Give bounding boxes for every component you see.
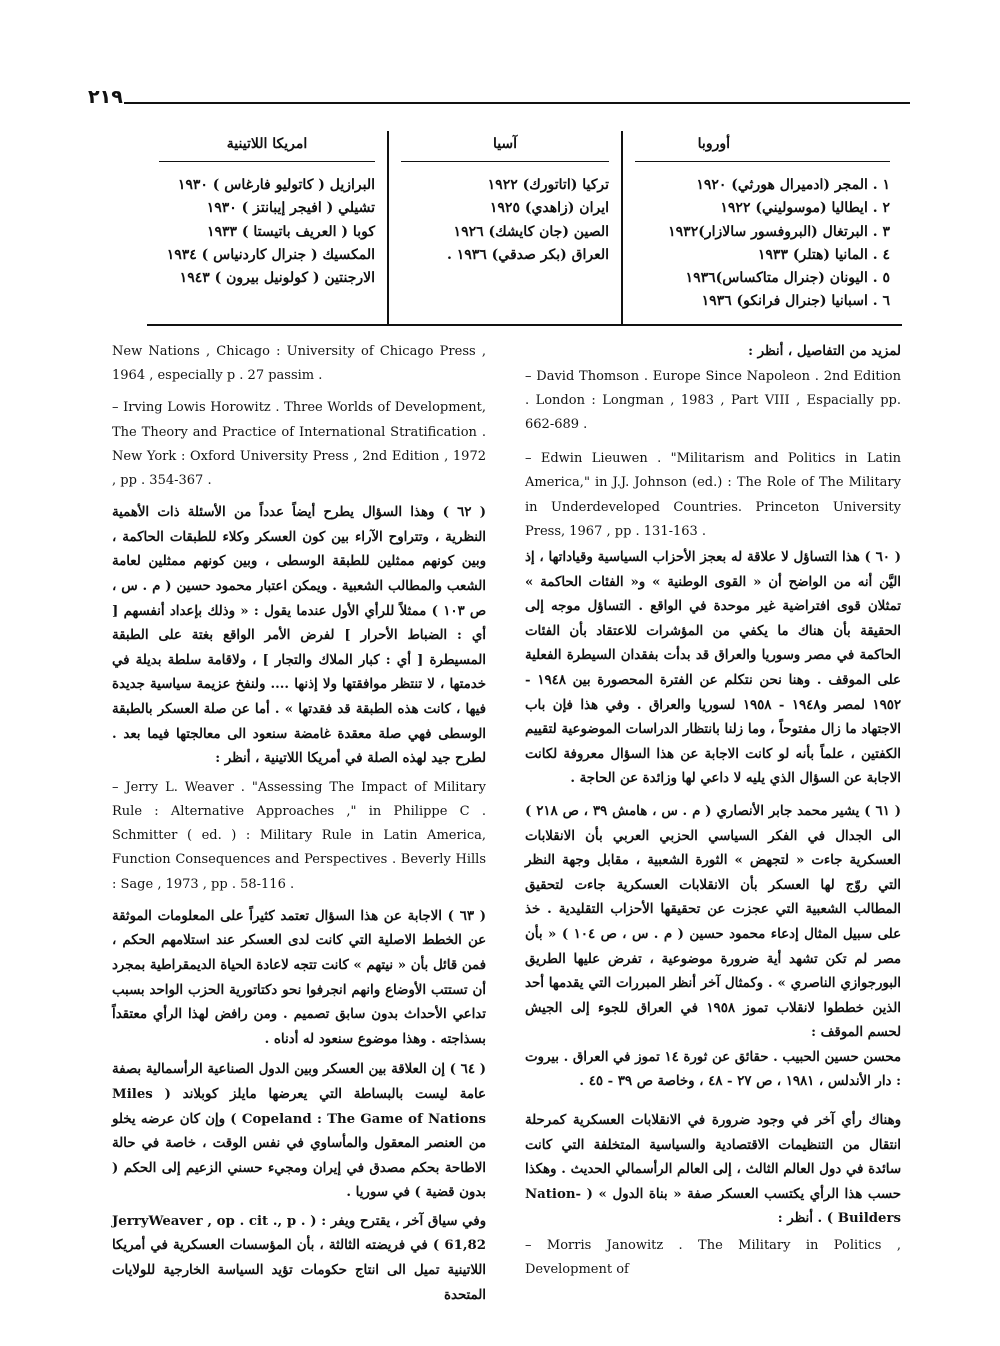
table-row: ٤ . المانيا (هتلر) ١٩٣٣ — [757, 246, 890, 263]
references-intro: لمزيد من التفاصيل ، أنظر : — [748, 344, 901, 359]
table-row: كوبا ( العريف باتيستا ) ١٩٣٣ — [206, 223, 375, 240]
table-row: الارجنتين ( كولونيل بيرون ) ١٩٤٣ — [179, 270, 375, 287]
table-row: تشيلي ( افيجر إيبانتز ) ١٩٣٠ — [206, 200, 375, 217]
page-number: ٢١٩ — [88, 86, 123, 108]
table-row: الصين (جان كايشك) ١٩٢٦ — [453, 223, 609, 240]
reference-horowitz: – Irving Lowis Horowitz . Three Worlds of Development, The Theory and Practice of International Stratification . New York : Oxford University Press , 2nd Edition , 1972 , pp . 354-367 . — [112, 400, 486, 489]
table-row: ١ . المجر (ادميرال هورثي) ١٩٢٠ — [696, 177, 890, 193]
asia-header: آسيا — [401, 131, 609, 162]
reference-habib: محسن حسين الحبيب . حقائق عن ثورة ١٤ تموز في العراق . بيروت : دار الأندلس ، ١٩٨١ ، ص ٢٧ - ٤٨ ، وخاصة ص ٣٩ - ٤٥ . — [525, 1049, 902, 1090]
table-row: ايران (زاهدي) ١٩٢٥ — [489, 200, 609, 217]
footnote-60: ( ٦٠ ) هذا التساؤل لا علاقة له بعجز الأحزاب السياسية وقياداتها ، إذ اليَّن أنه من الواضح أن « القوى الوطنية » و« الفئات الحاكمة » تمثلان قوى افتراضية غير موحدة في الواقع . التساؤل موجه إلى الحقيقة بأن هناك ما يكفي من المؤشرات للاعتقاد بأن الفئات الحاكمة في مصر وسوريا والعراق قد بدأت بفقدان السيطرة الفعلية على الموقف . وهنا نحن نتكلم عن الفترة المحصورة بين ١٩٤٨ - ١٩٥٢ لمصر و١٩٤٨ - ١٩٥٨ لسوريا والعراق . وفي هذا فإن باب الاجتهاد ما زال مفتوحاً ، وما زلنا بانتظار الدراسات الموضوعية لتقييم الكفتين ، علماً بأنه لو كانت الاجابة عن هذا السؤال معروفة لكانت الاجابة عن السؤال الذي يليه لا داعي لها وزائدة عن الحاجة . — [525, 550, 902, 787]
table-row: البرازيل ( كاتوليو فارغاس ) ١٩٣٠ — [177, 177, 375, 193]
header-rule — [124, 102, 910, 104]
footnote-64: ( ٦٤ ) إن العلاقة بين العسكر وبين الدول الصناعية الرأسمالية بصفة عامة ليست بالبساطة التي يعرضها مايلز كوبلاند ( Miles Copeland : The Game of Nations ) وإن كان عرضه يخلو من العنصر المعقول والمأساوي في نفس الوقت ، خاصة في حالة الاطاحة بحكم مصدق في إيران ومجيء حسني الزعيم إلى الحكم ( بدون قضية ) في سوريا . — [112, 1062, 486, 1201]
table-row: ٢ . ايطاليا (موسوليني) ١٩٢٢ — [720, 200, 890, 217]
reference-janowitz: – Morris Janowitz . The Military in Politics , Development of — [525, 1238, 901, 1278]
table-row: ٦ . اسبانيا (جنرال فرانكو) ١٩٣٦ — [701, 293, 890, 310]
table-row: ٥ . اليونان (جنرال متاكساس)١٩٣٦ — [685, 270, 890, 287]
reference-new-nations: New Nations , Chicago : University of Chicago Press , 1964 , especially p . 27 passim . — [112, 344, 486, 384]
reference-lieuwen: – Edwin Lieuwen . "Militarism and Politics in Latin America," in J.J. Johnson (ed.) : The Role of The Military in Underdeveloped Countries. Princeton University Press, 1967 , pp . 131-163 . — [525, 451, 901, 539]
table-row: المكسيك ( جنرال كاردنياس ) ١٩٣٤ — [166, 246, 375, 263]
right-text-column — [525, 340, 901, 1289]
table-row: تركيا (اتاتورك) ١٩٢٢ — [487, 177, 609, 193]
left-text-column — [112, 340, 486, 1315]
reference-thomson: – David Thomson . Europe Since Napoleon . 2nd Edition . London : Longman , 1983 , Part VIII , Espacially pp. 662-689 . — [525, 368, 901, 432]
asia-column — [387, 131, 623, 324]
regimes-table — [147, 131, 902, 326]
note-nation-builders: وهناك رأي آخر في وجود ضرورة في الانقلابات العسكرية كمرحلة انتقال من التنظيمات الاقتصادية والسياسية المتخلفة التي كانت سائدة في دول العالم الثالث ، إلى العالم الرأسمالي الحديث . وهكذا حسب هذا الرأي يكتسب العسكر صفة « بناة الدول » ( Nation-Builders ) . أنظر : — [525, 1113, 901, 1227]
footnote-61: ( ٦١ ) يشير محمد جابر الأنصاري ( م . س ، هامش ٣٩ ، ص ٢١٨ ) الى الجدال في الفكر السياسي الحزبي العربي بأن الانقلابات العسكرية جاءت « لتجهض » الثورة الشعبية ، مقابل وجهة النظر التي روّج لها العسكر بأن الانقلابات العسكرية جاءت لتحقيق المطالب الشعبية التي عجزت عن تحقيقها الأحزاب التقليدية . خذ على سبيل المثال إدعاء محمود حسين ( م . س ، ص ١٠٤ ) « بأن مصر لم تكن تشهد أية ضرورة موضوعية ، تفرض عليها الطريق البورجوازي الناصري » . وكمثال آخر أنظر المبررات التي يقدمها أحد الذين خططوا لانقلاب تموز ١٩٥٨ في العراق للجوء إلى الجيش لحسم الموقف : — [525, 803, 902, 1041]
europe-column — [623, 131, 902, 324]
footnote-63: ( ٦٣ ) الاجابة عن هذا السؤال تعتمد كثيراً على المعلومات الموثقة عن الخطط الاصلية التي كانت لدى العسكر عند استلامهم الحكم ، فمن قائل بأن « نيتهم » كانت تتجه لاعادة الحياة الديمقراطية بمجرد أن تستتب الأوضاع وانهم انجرفوا نحو دكتاتورية الحزب الواحد بسبب تداعي الأحداث بدون سابق تصميم . ومن رافض لهذا الرأي معتقداً بسذاجته . وهذا موضوع سنعود له أدناه . — [112, 908, 486, 1047]
europe-header: أوروبا — [635, 131, 890, 162]
latin-america-header: امريكا اللاتينية — [159, 131, 375, 162]
table-row: ٣ . البرتغال (البروفسور سالازار)١٩٣٢ — [668, 223, 890, 240]
table-row: العراق (بكر صدقي) ١٩٣٦ . — [446, 246, 609, 263]
footnote-62: ( ٦٢ ) وهذا السؤال يطرح أيضاً عدداً من الأسئلة ذات الأهمية النظرية ، وتتراوح الآراء بين كون العسكر وكلاء للطبقات الحاكمة ، وبين كونهم ممثلين للطبقة الوسطى ، وبين كونهم ممثلين لعامة الشعب والمطالب الشعبية . ويمكن اعتبار محمود حسين ( م . س ، ص ١٠٣ ) ممثلاً للرأي الأول عندما يقول : « وذلك بإعداد أنفسهم [ أي : الضباط الأحرار ] لفرض الأمر الواقع بغتة على الطبقة المسيطرة [ أي : كبار الملاك والتجار ] ، ولاقامة سلطة بديلة في خدمتها ، لا تنتظر موافقتها ولا إذنها .... ولنفخ عزيمة سياسية جديدة فيها ، كانت هذه الطبقة قد فقدتها » . أما عن صلة العسكر بالطبقة الوسطى فهي صلة معقدة غامضة سنعود الى معالجتها فيما بعد . لطرح جيد لهذه الصلة في أمريكا اللاتينية ، أنظر : — [112, 505, 486, 767]
note-weaver-context: وفي سياق آخر ، يقترح ويفر : ( JerryWeaver , op . cit ., p . 61,82 ) في فريضته الثالثة ، بأن المؤسسات العسكرية في أمريكا اللاتينية تميل الى انتاج حكومات تؤيد السياسة الخارجية للولايات المتحدة — [112, 1213, 486, 1303]
latin-america-column — [147, 131, 387, 324]
reference-weaver: – Jerry L. Weaver . "Assessing The Impact of Military Rule : Alternative Approaches ," in Philippe C . Schmitter ( ed. ) : Military Rule in Latin America, Function Consequences and Perspectives . Beverly Hills : Sage , 1973 , pp . 58-116 . — [112, 779, 486, 892]
